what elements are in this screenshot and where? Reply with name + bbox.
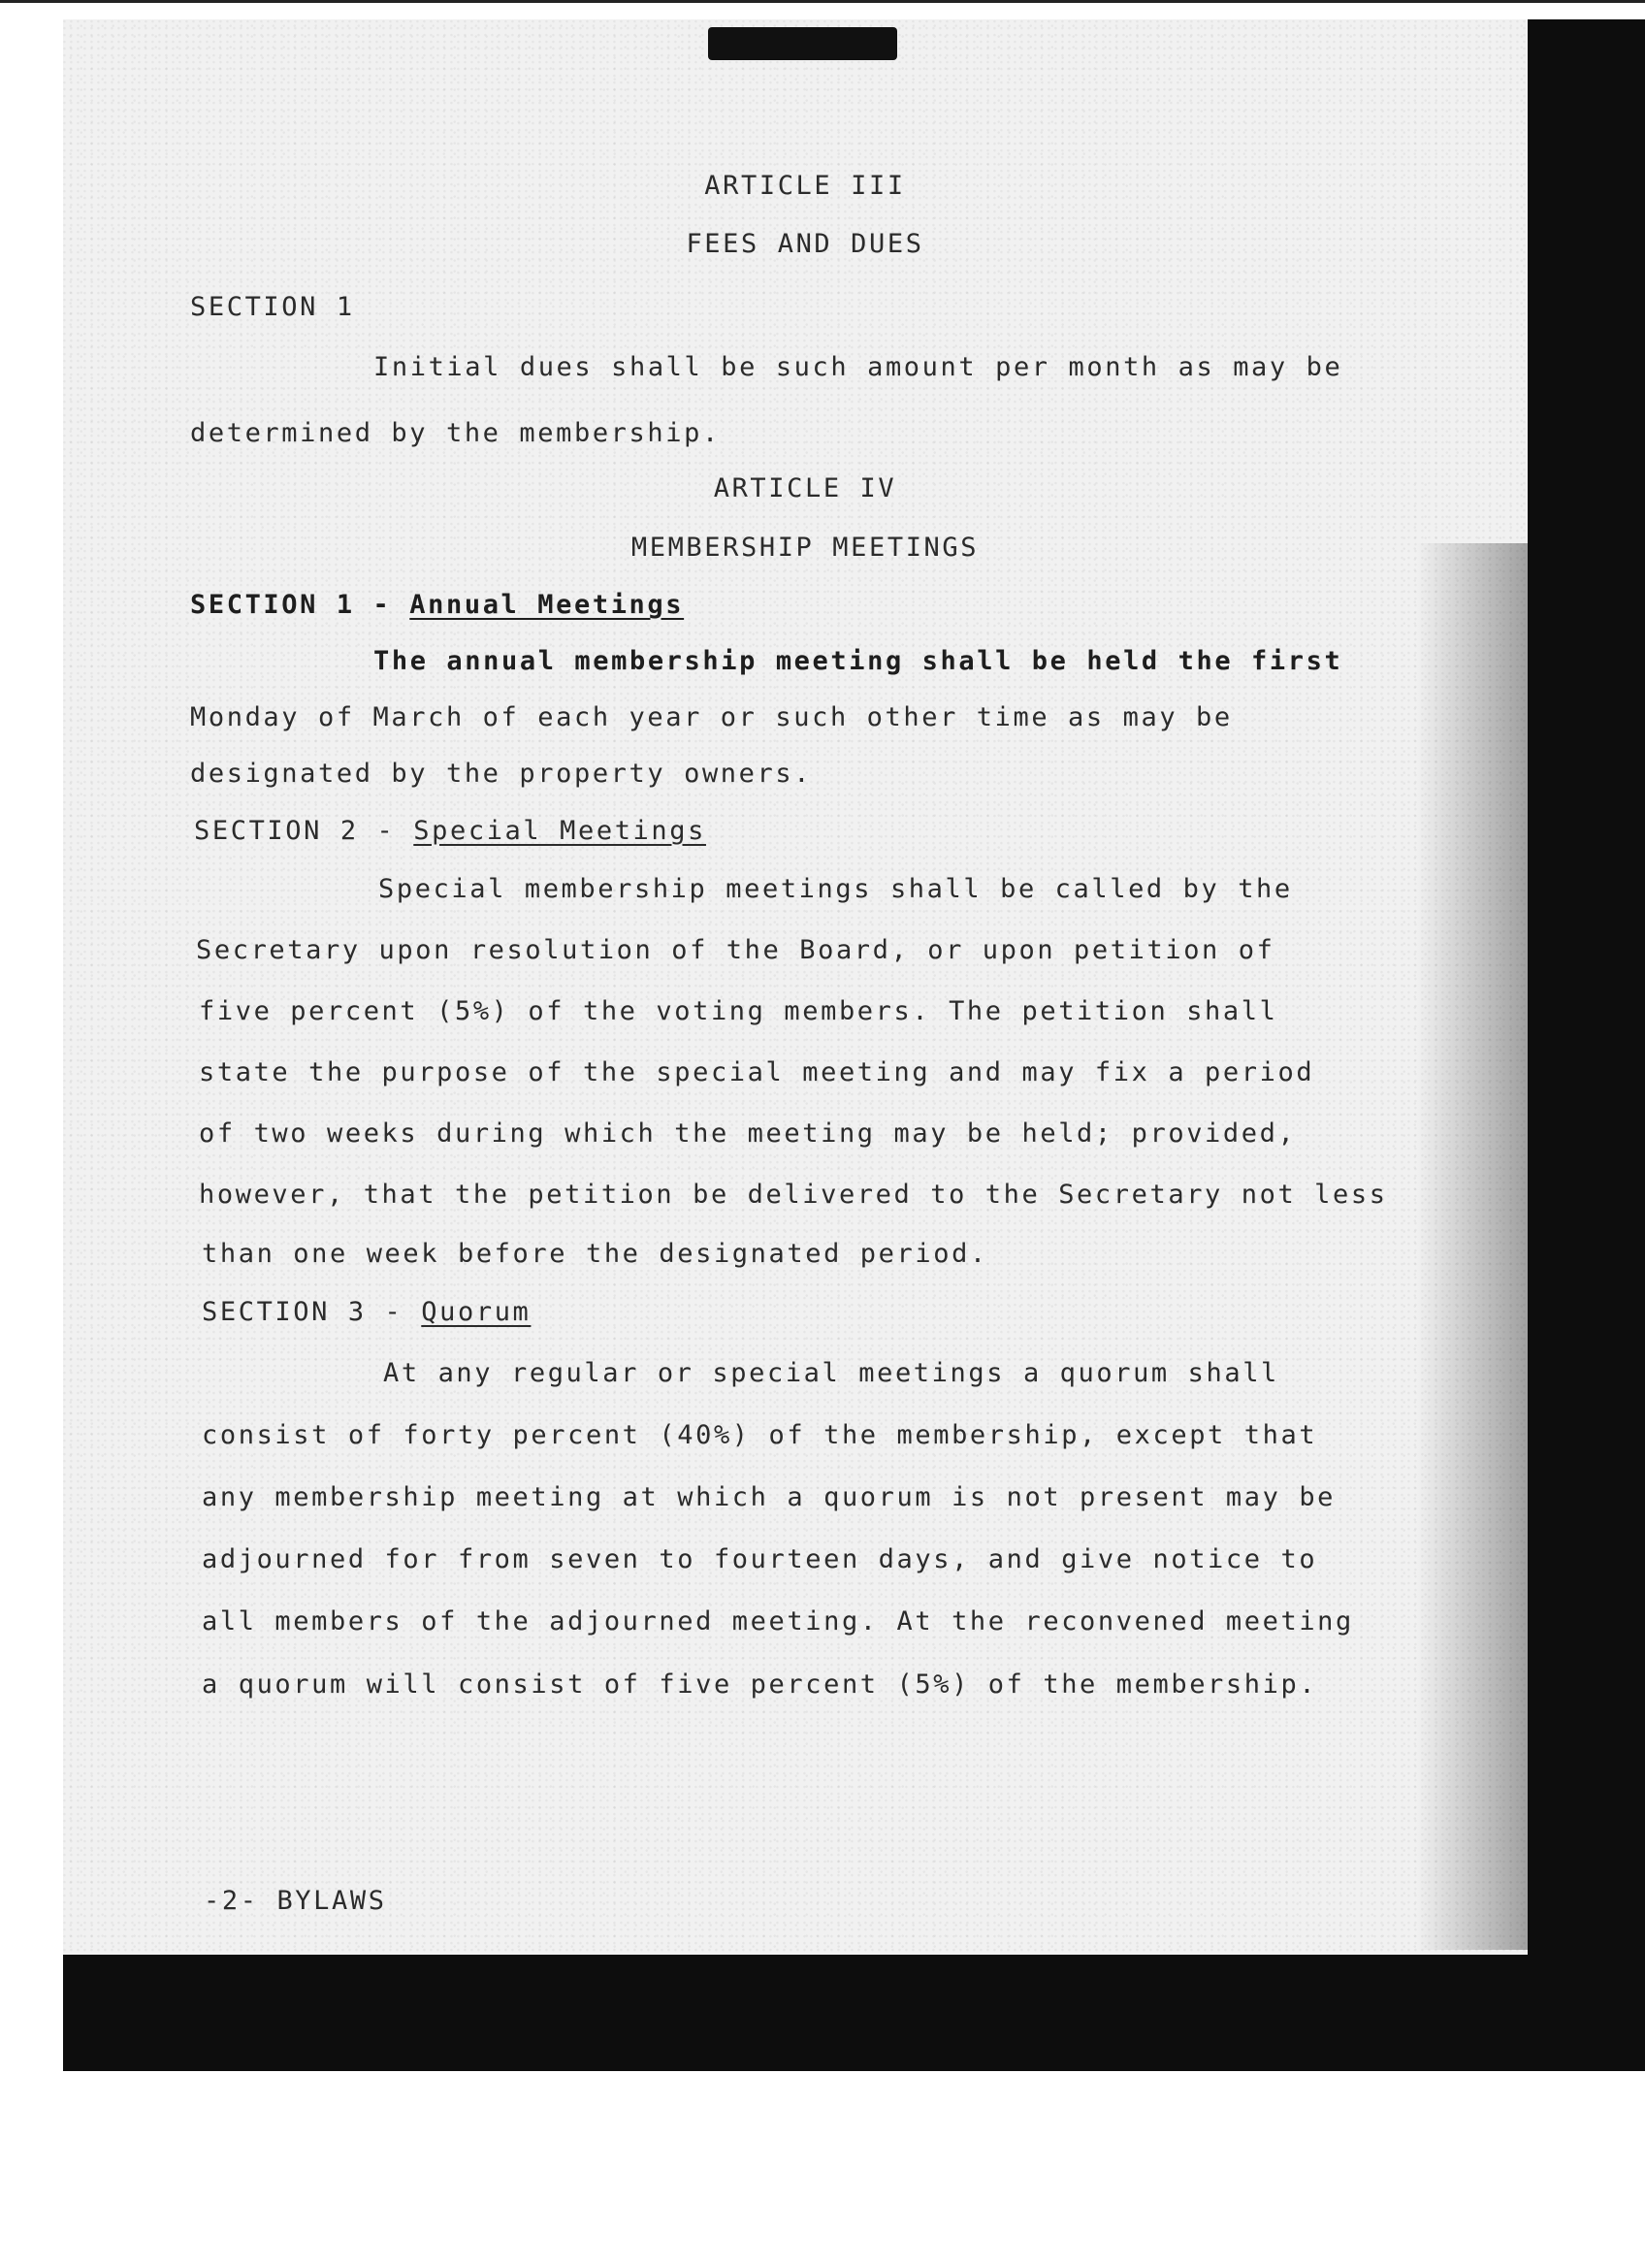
article-3-section-1-line-2: determined by the membership. xyxy=(190,418,721,448)
article-4-section-2-line-3: five percent (5%) of the voting members. The petition shall xyxy=(199,996,1278,1026)
article-4-section-1-line-2: Monday of March of each year or such other time as may be xyxy=(190,702,1233,732)
section-2-prefix: SECTION 2 - xyxy=(194,816,396,846)
article-4-section-1-line-3: designated by the property owners. xyxy=(190,759,813,789)
scan-edge-right xyxy=(1528,19,1645,2071)
article-3-section-1-line-1: Initial dues shall be such amount per month as may be xyxy=(373,352,1343,382)
article-4-section-2-line-2: Secretary upon resolution of the Board, or upon petition of xyxy=(196,935,1275,965)
top-rule xyxy=(0,0,1645,3)
article-3-section-1-heading: SECTION 1 xyxy=(190,292,355,322)
scanned-page xyxy=(63,19,1547,1955)
page-footer xyxy=(204,1888,387,1914)
article-4-section-3-line-5: all members of the adjourned meeting. At the reconvened meeting xyxy=(202,1606,1354,1636)
article-4-section-1-line-1: The annual membership meeting shall be held the first xyxy=(373,646,1343,676)
blank-margin xyxy=(0,2071,1645,2268)
scan-shadow xyxy=(1416,543,1532,1950)
article-4-section-2-line-4: state the purpose of the special meeting and may fix a period xyxy=(199,1057,1315,1087)
page-number: -2- xyxy=(204,1886,259,1916)
section-1-prefix: SECTION 1 - xyxy=(190,590,392,620)
footer-label: BYLAWS xyxy=(276,1886,387,1916)
section-1-title: Annual Meetings xyxy=(409,590,685,620)
article-4-section-2-line-5: of two weeks during which the meeting may be held; provided, xyxy=(199,1118,1297,1149)
section-2-title: Special Meetings xyxy=(413,816,706,846)
article-3-subtitle: FEES AND DUES xyxy=(686,229,924,259)
article-4-section-3-line-6: a quorum will consist of five percent (5%) of the membership. xyxy=(202,1669,1318,1700)
article-4-section-2-line-6: however, that the petition be delivered to the Secretary not less xyxy=(199,1180,1388,1210)
article-4-section-3-line-2: consist of forty percent (40%) of the membership, except that xyxy=(202,1420,1318,1450)
article-4-section-1-heading xyxy=(190,592,684,618)
binder-tab-mark xyxy=(708,27,897,60)
article-4-section-2-line-1: Special membership meetings shall be called by the xyxy=(378,874,1293,904)
article-4-section-3-line-3: any membership meeting at which a quorum is not present may be xyxy=(202,1482,1337,1512)
scan-edge-bottom xyxy=(63,1955,1645,2071)
article-4-title: ARTICLE IV xyxy=(713,473,897,503)
article-3-title: ARTICLE III xyxy=(704,171,906,201)
article-4-section-3-heading xyxy=(202,1299,531,1325)
article-4-section-3-line-4: adjourned for from seven to fourteen days, and give notice to xyxy=(202,1544,1318,1574)
article-4-section-3-line-1: At any regular or special meetings a quorum shall xyxy=(383,1358,1279,1388)
article-4-subtitle: MEMBERSHIP MEETINGS xyxy=(630,533,980,563)
article-4-section-2-heading xyxy=(194,818,706,844)
article-4-section-2-line-7: than one week before the designated period. xyxy=(202,1239,988,1269)
section-3-prefix: SECTION 3 - xyxy=(202,1297,403,1327)
section-3-title: Quorum xyxy=(421,1297,532,1327)
